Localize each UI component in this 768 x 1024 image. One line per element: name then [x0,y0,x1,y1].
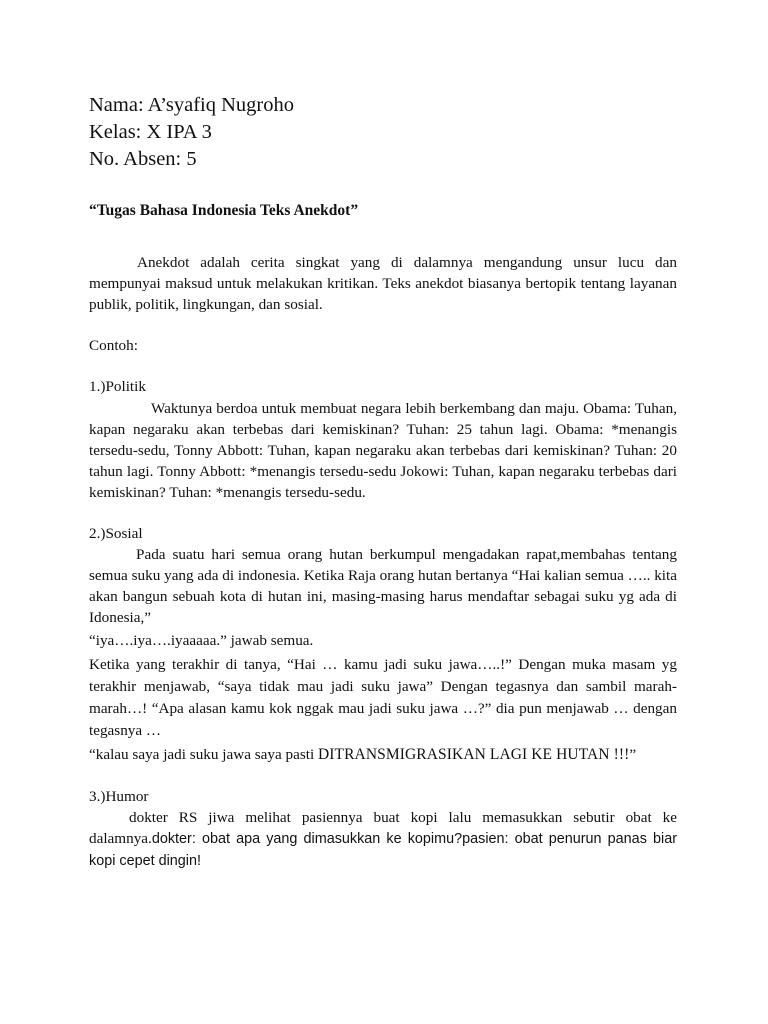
humor-body-start: dokter RS jiwa melihat pasiennya buat kopi lalu memasukkan sebutir obat ke dalamnya. [89,809,677,847]
contoh-label: Contoh: [89,337,138,354]
student-absen: No. Absen: 5 [89,148,197,170]
politik-paragraph: Waktunya berdoa untuk membuat negara lebih berkembang dan maju. Obama: Tuhan, kapan negaraku akan terbebas dari kemiskinan? Tuhan: 25 tahun lagi. Obama: *menangis tersedu-sedu, Tonny Abbott: Tuhan, kapan negaraku akan terbebas dari kemiskinan? Tuhan: 20 tahun lagi. Tonny Abbott: *menangis tersedu-sedu Jokowi: Tuhan, kapan negaraku terbebas dari kemiskinan? Tuhan: *menangis tersedu-sedu. [89,400,677,501]
intro-paragraph: Anekdot adalah cerita singkat yang di dalamnya mengandung unsur lucu dan mempunyai maksud untuk melakukan kritikan. Teks anekdot biasanya bertopik tentang layanan publik, politik, lingkungan, dan sosial. [89,254,677,313]
section-heading-humor: 3.)Humor [89,788,149,805]
section-heading-politik: 1.)Politik [89,378,146,395]
document-title: “Tugas Bahasa Indonesia Teks Anekdot” [89,202,359,219]
document-page [89,92,677,872]
student-name: Nama: A’syafiq Nugroho [89,94,294,116]
sosial-p4-start: “kalau saya jadi suku jawa saya pasti [89,746,318,763]
section-heading-sosial: 2.)Sosial [89,525,143,542]
sosial-paragraph-2: “iya….iya….iyaaaaa.” jawab semua. [89,632,314,649]
sosial-p4-end: ” [629,746,637,763]
sosial-paragraph-4 [89,744,677,766]
sosial-paragraph-3: Ketika yang terakhir di tanya, “Hai … kamu jadi suku jawa…..!” Dengan muka masam yg terakhir menjawab, “saya tidak mau jadi suku jawa” Dengan tegasnya dan sambil marah-marah…! “Apa alasan kamu kok nggak mau jadi suku jawa …?” dia pun menjawab … dengan tegasnya … [89,656,677,739]
humor-paragraph [89,807,677,872]
sosial-paragraph-1: Pada suatu hari semua orang hutan berkumpul mengadakan rapat,membahas tentang semua suku yang ada di indonesia. Ketika Raja orang hutan bertanya “Hai kalian semua ….. kita akan bangun sebuah kota di hutan ini, masing-masing harus mendaftar sebagai suku yg ada di Idonesia,” [89,546,677,626]
humor-body-end: dokter: obat apa yang dimasukkan ke kopimu?pasien: obat penurun panas biar kopi cepet dingin! [89,831,677,869]
sosial-p4-caps: DITRANSMIGRASIKAN LAGI KE HUTAN !!! [318,746,630,763]
student-class: Kelas: X IPA 3 [89,121,212,143]
